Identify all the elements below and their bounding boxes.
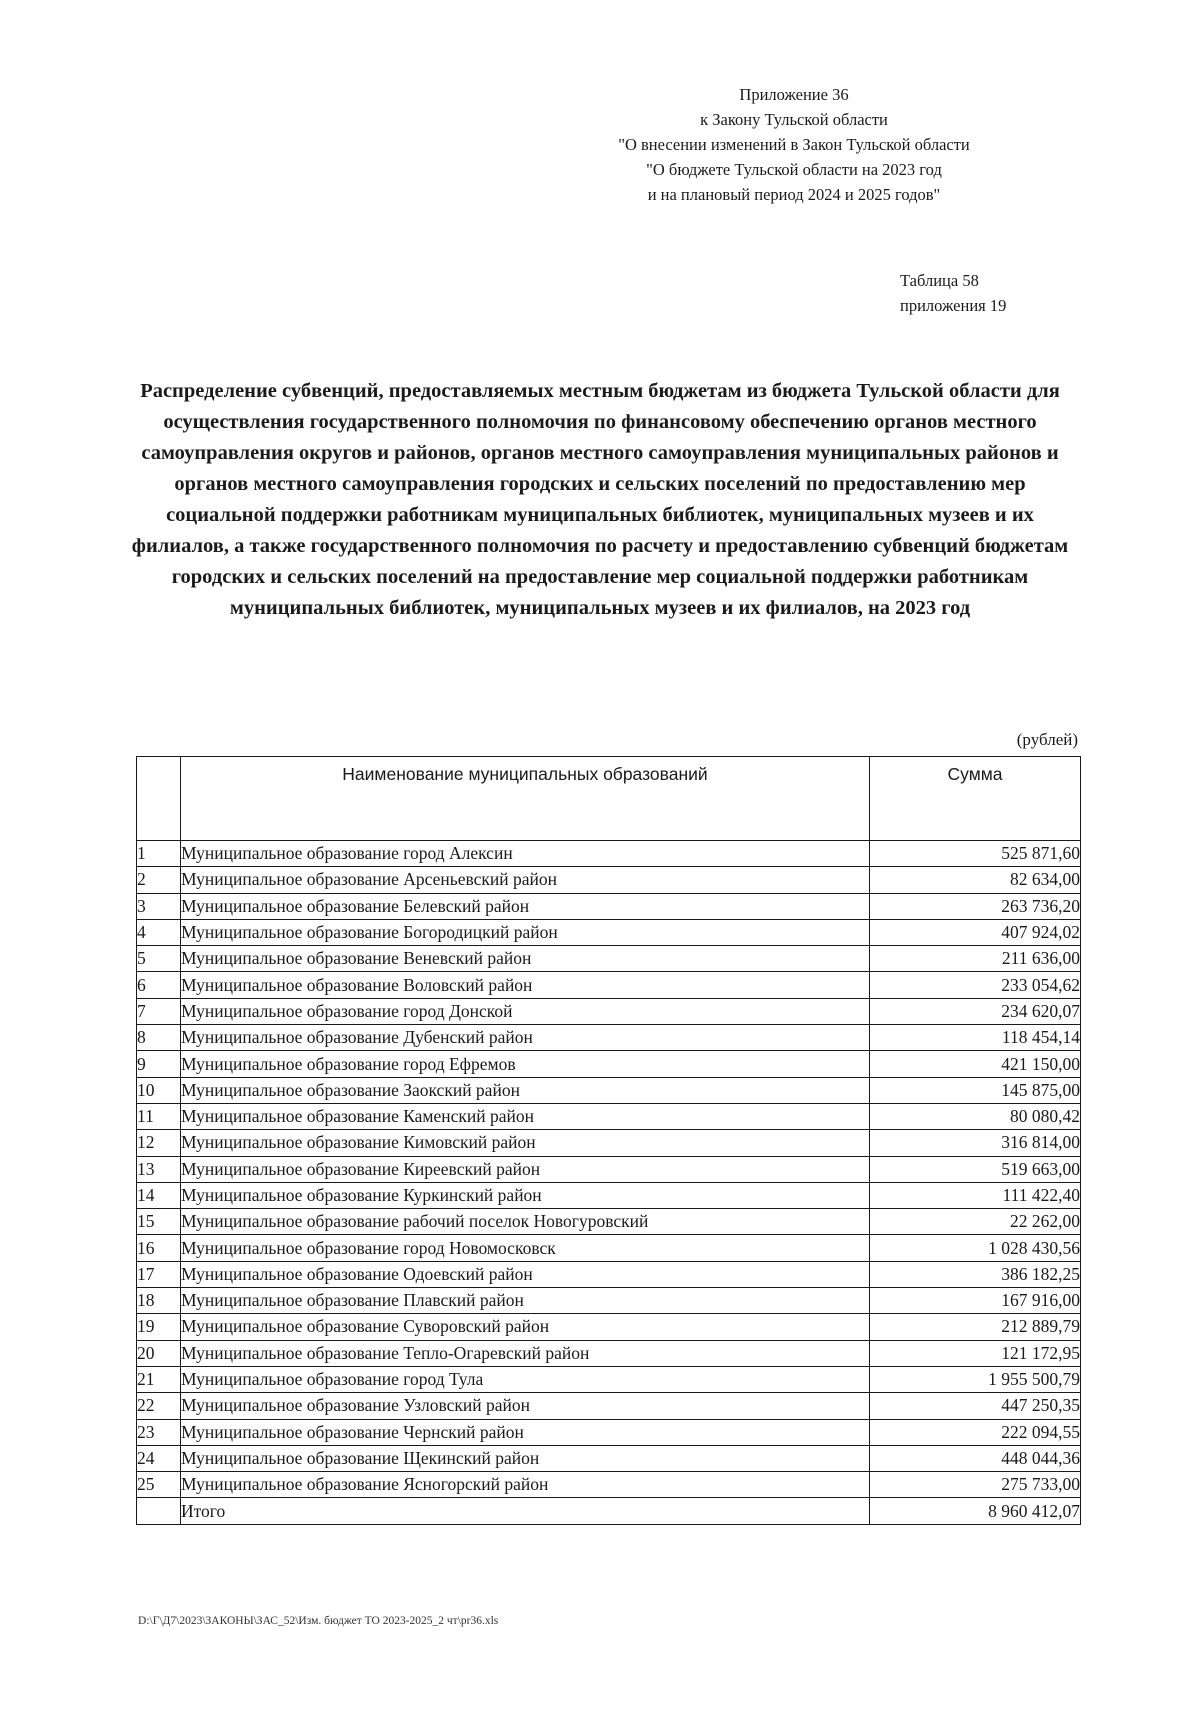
row-name: Муниципальное образование Куркинский район	[181, 1182, 870, 1208]
row-number: 11	[137, 1103, 181, 1129]
appendix-line-1: Приложение 36	[739, 85, 849, 104]
total-sum: 8 960 412,07	[870, 1498, 1081, 1524]
row-name: Муниципальное образование рабочий поселок Новогуровский	[181, 1209, 870, 1235]
units-label: (рублей)	[1016, 730, 1078, 749]
row-name: Муниципальное образование Кимовский район	[181, 1130, 870, 1156]
table-row	[137, 1445, 1081, 1471]
row-number: 5	[137, 946, 181, 972]
table-reference-line-2: приложения 19	[900, 296, 1007, 315]
row-number: 1	[137, 841, 181, 867]
row-number: 22	[137, 1393, 181, 1419]
row-sum: 233 054,62	[870, 972, 1081, 998]
total-label: Итого	[181, 1498, 870, 1524]
row-name: Муниципальное образование Тепло-Огаревский район	[181, 1340, 870, 1366]
row-name: Муниципальное образование город Алексин	[181, 841, 870, 867]
row-sum: 167 916,00	[870, 1288, 1081, 1314]
table-row	[137, 919, 1081, 945]
row-number: 23	[137, 1419, 181, 1445]
table-row	[137, 1340, 1081, 1366]
row-number: 6	[137, 972, 181, 998]
row-number: 17	[137, 1261, 181, 1287]
row-number: 21	[137, 1366, 181, 1392]
row-sum: 222 094,55	[870, 1419, 1081, 1445]
row-name: Муниципальное образование Дубенский район	[181, 1025, 870, 1051]
row-sum: 82 634,00	[870, 867, 1081, 893]
row-sum: 118 454,14	[870, 1025, 1081, 1051]
row-name: Муниципальное образование Веневский район	[181, 946, 870, 972]
row-name: Муниципальное образование Воловский район	[181, 972, 870, 998]
table-row	[137, 1051, 1081, 1077]
appendix-line-3: "О внесении изменений в Закон Тульской области	[618, 135, 970, 154]
total-row	[137, 1498, 1081, 1524]
appendix-line-5: и на плановый период 2024 и 2025 годов"	[647, 185, 941, 204]
table-row	[137, 1182, 1081, 1208]
row-number: 24	[137, 1445, 181, 1471]
row-sum: 407 924,02	[870, 919, 1081, 945]
row-name: Муниципальное образование Каменский район	[181, 1103, 870, 1129]
table-row	[137, 1077, 1081, 1103]
row-sum: 211 636,00	[870, 946, 1081, 972]
table-row	[137, 1209, 1081, 1235]
table-row	[137, 841, 1081, 867]
row-sum: 111 422,40	[870, 1182, 1081, 1208]
row-number: 18	[137, 1288, 181, 1314]
table-row	[137, 1419, 1081, 1445]
row-sum: 519 663,00	[870, 1156, 1081, 1182]
row-sum: 121 172,95	[870, 1340, 1081, 1366]
table-row	[137, 1393, 1081, 1419]
subvention-table	[136, 756, 1081, 1525]
row-name: Муниципальное образование Белевский район	[181, 893, 870, 919]
row-name: Муниципальное образование город Донской	[181, 998, 870, 1024]
table-row	[137, 1025, 1081, 1051]
row-sum: 525 871,60	[870, 841, 1081, 867]
table-row	[137, 1472, 1081, 1498]
row-sum: 1 955 500,79	[870, 1366, 1081, 1392]
row-number: 4	[137, 919, 181, 945]
table-row	[137, 1103, 1081, 1129]
table-row	[137, 1156, 1081, 1182]
table-reference-line-1: Таблица 58	[900, 271, 979, 290]
row-name: Муниципальное образование Киреевский район	[181, 1156, 870, 1182]
row-number: 12	[137, 1130, 181, 1156]
header-sum: Сумма	[870, 757, 1081, 841]
table-row	[137, 1130, 1081, 1156]
row-sum: 212 889,79	[870, 1314, 1081, 1340]
row-name: Муниципальное образование Плавский район	[181, 1288, 870, 1314]
row-sum: 421 150,00	[870, 1051, 1081, 1077]
row-name: Муниципальное образование город Ефремов	[181, 1051, 870, 1077]
row-sum: 145 875,00	[870, 1077, 1081, 1103]
row-number: 19	[137, 1314, 181, 1340]
row-number: 7	[137, 998, 181, 1024]
table-row	[137, 946, 1081, 972]
table-row	[137, 867, 1081, 893]
header-number	[137, 757, 181, 841]
file-path-footer: D:\Г\Д7\2023\ЗАКОНЫ\ЗАС_52\Изм. бюджет ТО 2023-2025_2 чт\pr36.xls	[138, 1615, 499, 1627]
table-row	[137, 1288, 1081, 1314]
row-name: Муниципальное образование Чернский район	[181, 1419, 870, 1445]
row-name: Муниципальное образование Заокский район	[181, 1077, 870, 1103]
table-row	[137, 1314, 1081, 1340]
table-reference	[900, 268, 1006, 318]
row-number: 16	[137, 1235, 181, 1261]
table-row	[137, 1235, 1081, 1261]
table-header-row	[137, 757, 1081, 841]
row-number: 25	[137, 1472, 181, 1498]
table-row	[137, 1261, 1081, 1287]
appendix-line-2: к Закону Тульской области	[700, 110, 888, 129]
header-name: Наименование муниципальных образований	[181, 757, 870, 841]
row-name: Муниципальное образование Богородицкий район	[181, 919, 870, 945]
row-sum: 448 044,36	[870, 1445, 1081, 1471]
row-number: 10	[137, 1077, 181, 1103]
row-name: Муниципальное образование Суворовский район	[181, 1314, 870, 1340]
row-name: Муниципальное образование Ясногорский район	[181, 1472, 870, 1498]
row-number: 20	[137, 1340, 181, 1366]
row-sum: 447 250,35	[870, 1393, 1081, 1419]
row-number: 14	[137, 1182, 181, 1208]
row-sum: 316 814,00	[870, 1130, 1081, 1156]
row-number: 9	[137, 1051, 181, 1077]
table-row	[137, 1366, 1081, 1392]
row-name: Муниципальное образование Щекинский район	[181, 1445, 870, 1471]
row-name: Муниципальное образование Арсеньевский район	[181, 867, 870, 893]
row-name: Муниципальное образование Узловский район	[181, 1393, 870, 1419]
row-name: Муниципальное образование город Тула	[181, 1366, 870, 1392]
row-sum: 1 028 430,56	[870, 1235, 1081, 1261]
appendix-header	[514, 82, 1074, 207]
row-number: 2	[137, 867, 181, 893]
row-name: Муниципальное образование город Новомосковск	[181, 1235, 870, 1261]
row-number: 3	[137, 893, 181, 919]
row-sum: 386 182,25	[870, 1261, 1081, 1287]
row-sum: 234 620,07	[870, 998, 1081, 1024]
row-sum: 22 262,00	[870, 1209, 1081, 1235]
row-sum: 275 733,00	[870, 1472, 1081, 1498]
total-number-cell	[137, 1498, 181, 1524]
row-number: 8	[137, 1025, 181, 1051]
table-row	[137, 998, 1081, 1024]
row-name: Муниципальное образование Одоевский район	[181, 1261, 870, 1287]
appendix-line-4: "О бюджете Тульской области на 2023 год	[646, 160, 942, 179]
document-title: Распределение субвенций, предоставляемых местным бюджетам из бюджета Тульской области для осуществления государственного полномочия по финансовому обеспечению органов местного самоуправления округов и районов, органов местного самоуправления муниципальных районов и органов местного самоуправления городских и сельских поселений по предоставлению мер социальной поддержки работникам муниципальных библиотек, муниципальных музеев и их филиалов, а также государственного полномочия по расчету и предоставлению субвенций бюджетам городских и сельских поселений на предоставление мер социальной поддержки работникам муниципальных библиотек, муниципальных музеев и их филиалов, на 2023 год	[131, 380, 1069, 619]
table-row	[137, 893, 1081, 919]
row-number: 13	[137, 1156, 181, 1182]
row-sum: 263 736,20	[870, 893, 1081, 919]
row-number: 15	[137, 1209, 181, 1235]
row-sum: 80 080,42	[870, 1103, 1081, 1129]
table-row	[137, 972, 1081, 998]
